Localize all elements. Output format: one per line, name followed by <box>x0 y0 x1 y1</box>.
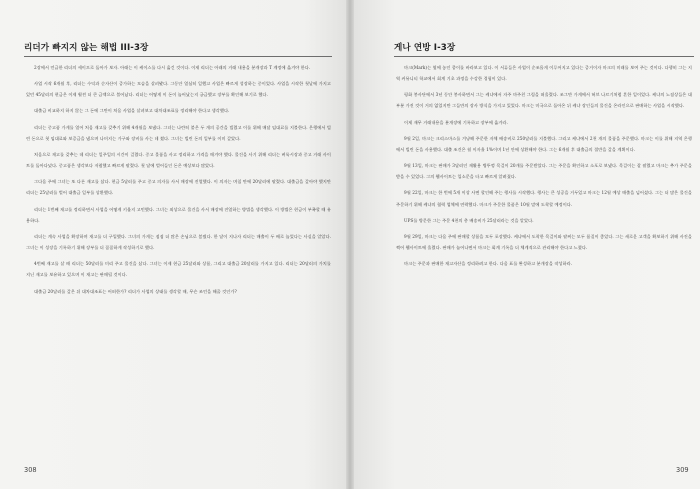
right-paragraph: UPS를 방문한 그는 주문 4천의 총 배송비가 25달러라는 것을 알았다. <box>404 217 534 223</box>
left-paragraph: 리더는 중고품 가게를 열어 처음 재고를 갖추기 위해 4개월을 보냈다. 그녀는 나란히 붙은 두 개의 공간을 빌렸고 이를 위해 매달 임대료를 지불한다. 은행에서 빌린 돈으로 첫 임대료와 보증금을 냈으며 나머지는 가구와 장비를 사는 데 썼다. 그녀는 빌린 돈의 일부를 이미 갚았다. <box>26 124 331 141</box>
right-page-number: 309 <box>676 466 689 474</box>
left-page <box>0 0 346 489</box>
left-paragraph: 처음으로 재고를 갖추는 데 리더는 일주일의 시간이 걸렸다. 중고 물품을 사고 정리하고 가격을 매겨야 했다. 물건을 사기 위해 리더는 벼룩시장과 중고 거래 사이트를 돌아다녔다. 중고품은 생각보다 저렴했고 빠르게 팔렸다. 첫 달에 벌어들인 돈은 예상보다 많았다. <box>26 151 331 169</box>
right-paragraph: 평화 봉사단에서 3년 동안 봉사하면서 그는 케냐에서 자주 마주친 그림을 떠올렸다. 조그만 가게에서 허브 나르기처럼 흔한 일이었다. 케냐의 노점상들은 대부분 가진 것이 거의 없었지만 그들만의 장사 방식을 가지고 있었다. 마크는 미국으로 돌아온 뒤 케냐 장인들의 물건을 온라인으로 판매하는 사업을 시작했다. <box>396 92 692 109</box>
left-paragraph: 리더는 계속 사업을 확장하며 재고를 더 구입했다. 그녀의 가게는 점점 더 많은 손님으로 붐볐다. 한 달이 지나자 리더는 매출이 두 배로 늘었다는 사실을 알았다. 그녀는 이 성장을 기록하기 위해 장부를 더 꼼꼼하게 작성하기로 했다. <box>26 233 331 251</box>
right-body-text <box>396 62 692 269</box>
left-paragraph: 대출금 비교하지 하지 않는 그 돈에 그만이 처음 사업을 살펴보고 대차대조표를 정리해야 한다고 생각했다. <box>34 108 230 114</box>
right-header-rule <box>394 56 694 57</box>
left-header-rule <box>24 56 332 57</box>
left-paragraph: 그다음 주에 그녀는 또 다른 재고를 샀다. 현금 5달러를 주고 중고 의자를 사서 매장에 진열했다. 이 의자는 며칠 만에 20달러에 팔렸다. 대출금을 갚아야 했지만 리더는 25달러를 벌어 대출금 일부를 상환했다. <box>26 179 331 196</box>
right-paragraph: 마크는 주문과 판매한 재고자산을 정리하려고 한다. 다음 표를 완성하고 분개장을 작성하라. <box>404 261 573 267</box>
right-paragraph: 이제 재무 거래내용을 분개장에 기록하고 장부에 옮겨라. <box>404 119 508 125</box>
left-paragraph: 2장에서 언급한 리더의 세이프로 돌아가 보자. 아래는 이 케이스를 다시 옮긴 것이다. 이제 리더는 아래의 거래 내용을 분개장과 T 계정에 옮겨야 한다. <box>34 65 311 70</box>
right-paragraph: 9월 22일, 마크는 한 번에 5개 이상 사면 할인해 주는 행사를 시작했다. 행사는 큰 성공을 거두었고 마크는 12월 예상 매출을 넘어섰다. 그는 더 많은 물건을 주문하기 위해 케냐의 협력 업체에 연락했다. 마크가 주문한 물품은 10월 말에 도착할 예정이다. <box>396 190 692 207</box>
right-paragraph: 9월 13일, 마크는 판매가 3달러인 재활용 병뚜껑 목걸이 20개를 주문받았다. 그는 주문을 확인하고 소포로 보냈다. 목걸이는 잘 팔렸고 마크는 추가 주문을 받을 수 있었다. 그의 웹사이트는 입소문을 타고 빠르게 알려졌다. <box>396 163 692 180</box>
right-paragraph: 9월 29일, 마크는 다음 주에 판매할 상품을 모두 포장했다. 케냐에서 도착한 목걸이와 팔찌는 모두 품질이 좋았다. 그는 새로운 고객을 확보하기 위해 사진을 찍어 웹사이트에 올렸다. 판매가 늘어나면서 마크는 회계 기록을 더 체계적으로 관리해야 한다고 느꼈다. <box>396 233 692 251</box>
right-running-head: 게나 연방 I-3장 <box>394 43 456 53</box>
right-page <box>354 0 700 489</box>
left-paragraph: 대출금 20달러를 갚은 뒤 대차대조표는 어떠한가? 리더가 사업의 상태를 생각할 때, 무슨 조언을 해줄 것인가? <box>34 288 237 294</box>
right-paragraph: 9월 2일, 마크는 크리스마스를 겨냥해 주문한 자체 배송비로 250달러를 지불했다. 그리고 케냐에서 2천 개의 물품을 주문했다. 마크는 이를 위해 지역 은행에서 빌린 돈을 사용했다. 대출 조건은 월 이자율 1%이며 1년 안에 상환해야 한다. 그는 6개월 후 대출금의 절반을 갚을 계획이다. <box>396 135 692 152</box>
left-paragraph: 사업 시작 6개월 후, 리더는 수익과 순자산이 증가하는 모습을 살펴봤다. 그동안 열심히 일했고 사업은 빠르게 성장하는 중이었다. 사업을 시작한 첫날에 가지고 있던 45달러의 현금은 이제 훨씬 더 큰 금액으로 불어났다. 리더는 어떻게 이 돈이 늘어났는지 궁금했고 장부를 확인해 보기로 했다. <box>26 81 331 98</box>
left-page-number: 308 <box>24 466 37 474</box>
left-body-text <box>26 62 331 297</box>
left-paragraph: 4번째 재고를 살 때 리더는 50달러를 미리 주고 물건을 샀다. 그녀는 이제 현금 25달러와 상품, 그리고 대출금 20달러를 가지고 있다. 리더는 20달러의 가치를 지닌 재고를 보유하고 있으며 이 재고는 판매될 것이다. <box>26 261 331 278</box>
left-paragraph: 리더는 1번째 재고를 정리하면서 사업을 어떻게 키울지 고민했다. 그녀는 외상으로 물건을 사서 매장에 진열하는 방법을 생각했다. 이 방법은 현금이 부족할 때 유용하다. <box>26 206 331 223</box>
book-gutter <box>346 0 354 489</box>
right-paragraph: 마크(Mark)는 옆에 놓인 종이를 바라보고 있다. 이 서류들은 사업이 순조롭게 이루어지고 있다는 증거이자 마크의 미래를 보여 주는 것이다. 다행히 그는 지역 커뮤니티 학교에서 회계 기초 과정을 수강한 경험이 있다. <box>396 65 692 82</box>
left-running-head: 리더가 빠지지 않는 해법 III-3장 <box>24 43 149 53</box>
